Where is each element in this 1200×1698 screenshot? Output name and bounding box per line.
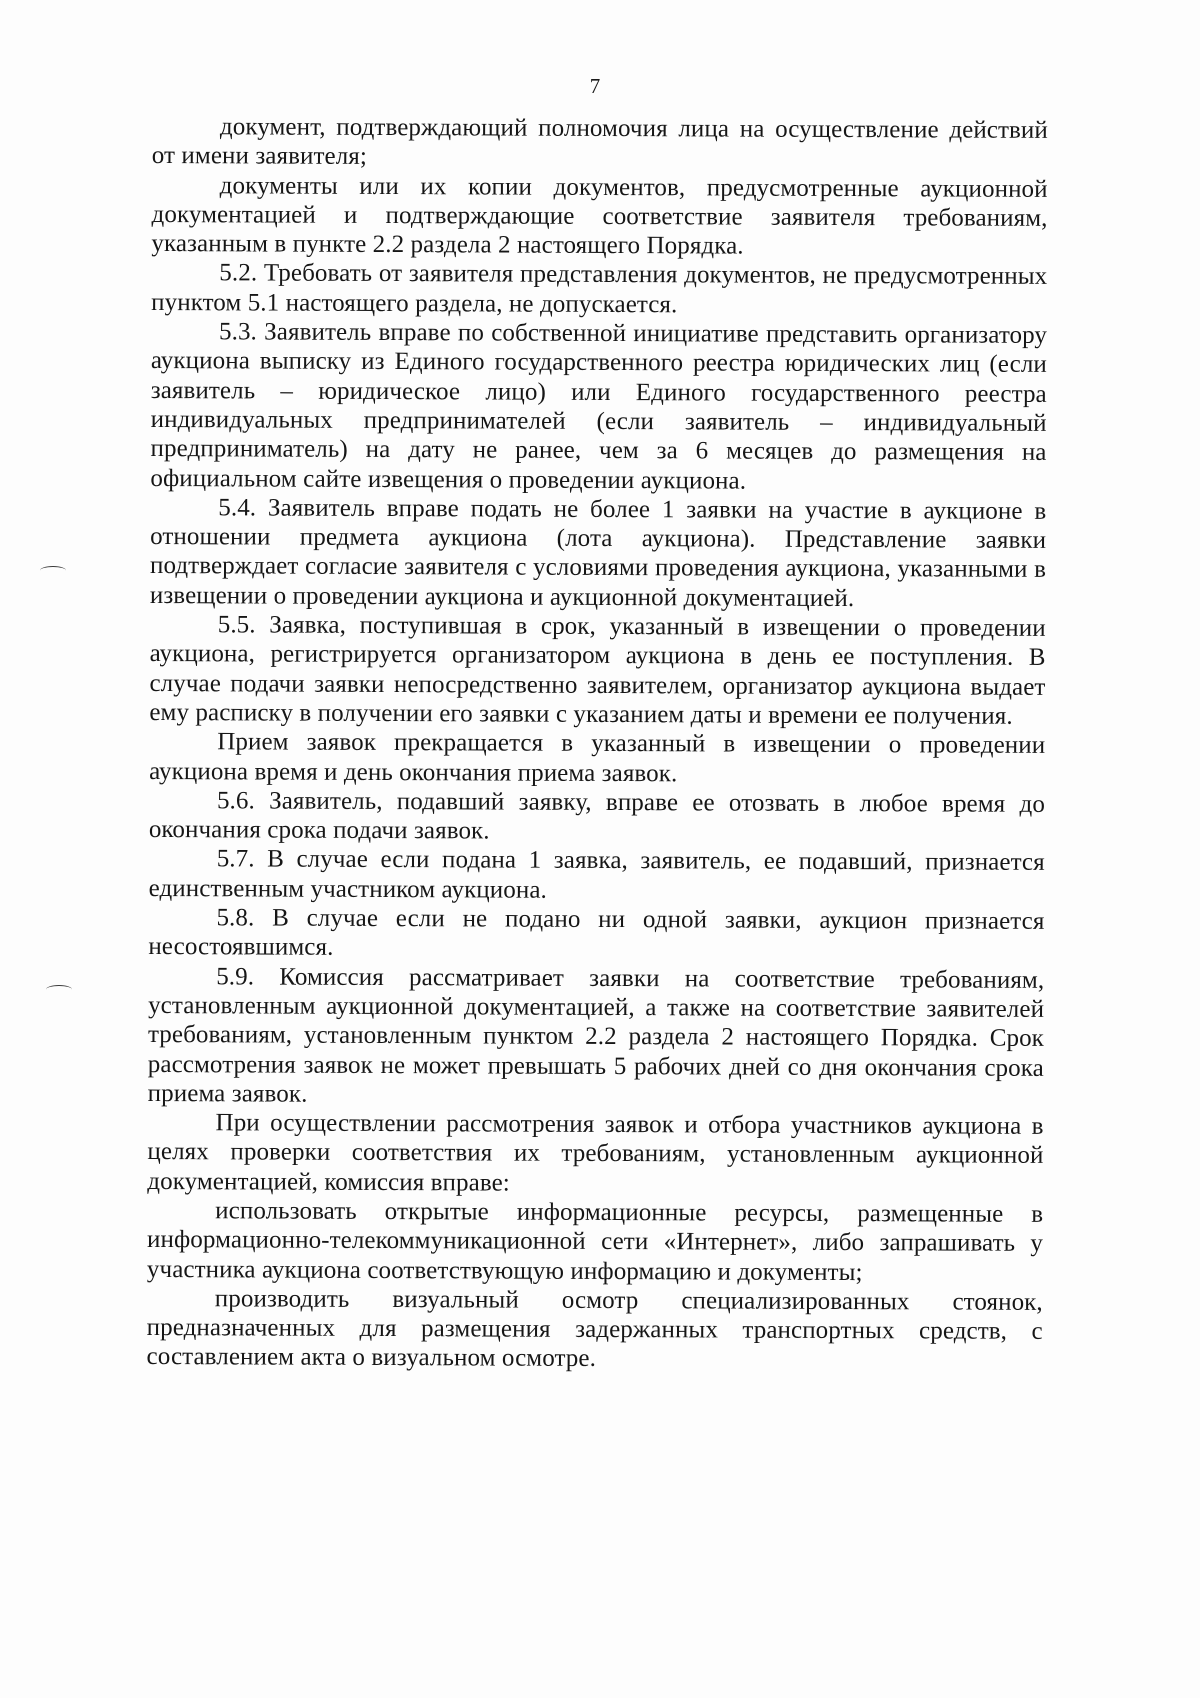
paragraph: 5.3. Заявитель вправе по собственной инициативе представить организатору аукциона выписку из Единого государственного реестра юридических лиц (если заявитель – юридическое лицо) или Единого государственного реестра индивидуальных предпринимателей (если заявитель – индивидуальный предприниматель) на дату не ранее, чем за 6 месяцев до размещения на официальном сайте извещения о проведении аукциона. <box>150 318 1048 495</box>
paragraph: 5.2. Требовать от заявителя представления документов, не предусмотренных пунктом 5.1 настоящего раздела, не допускается. <box>151 259 1048 319</box>
paragraph: 5.4. Заявитель вправе подать не более 1 заявки на участие в аукционе в отношении предмета аукциона (лота аукциона). Представление заявки подтверждает согласие заявителя с условиями проведения аукциона, указанными в извещении о проведении аукциона и аукционной документацией. <box>149 494 1047 612</box>
paragraph: 5.5. Заявка, поступившая в срок, указанный в извещении о проведении аукциона, регистрируется организатором аукциона в день ее поступления. В случае подачи заявки непосредственно заявителем, организатор аукциона выдает ему расписку в получении его заявки с указанием даты и времени ее получения. <box>149 611 1046 730</box>
paragraph: 5.6. Заявитель, подавший заявку, вправе ее отозвать в любое время до окончания срока подачи заявок. <box>148 787 1046 845</box>
paragraph: 5.7. В случае если подана 1 заявка, заявитель, ее подавший, признается единственным участником аукциона. <box>148 845 1045 904</box>
paragraph: При осуществлении рассмотрения заявок и отбора участников аукциона в целях проверки соответствия их требованиям, установленным аукционной документацией, комиссия вправе: <box>147 1109 1044 1197</box>
paragraph: документы или их копии документов, предусмотренные аукционной документацией и подтверждающие соответствие заявителя требованиям, указанным в пункте 2.2 раздела 2 настоящего Порядка. <box>151 171 1048 260</box>
paragraph: документ, подтверждающий полномочия лица на осуществление действий от имени заявителя; <box>151 113 1048 171</box>
page-number: 7 <box>589 74 601 98</box>
margin-mark <box>40 566 66 575</box>
paragraph: Прием заявок прекращается в указанный в извещении о проведении аукциона время и день окончания приема заявок. <box>149 728 1046 787</box>
paragraph: 5.9. Комиссия рассматривает заявки на соответствие требованиям, установленным аукционной документацией, а также на соответствие заявителей требованиям, установленным пунктом 2.2 раздела 2 настоящего Порядка. Срок рассмотрения заявок не может превышать 5 рабочих дней со дня окончания срока приема заявок. <box>147 962 1045 1108</box>
paragraph: производить визуальный осмотр специализированных стоянок, предназначенных для размещения задержанных транспортных средств, с составлением акта о визуальном осмотре. <box>146 1285 1043 1373</box>
document-body <box>147 112 1048 1376</box>
margin-mark <box>46 985 72 994</box>
paragraph: 5.8. В случае если не подано ни одной заявки, аукцион признается несостоявшимся. <box>148 904 1045 962</box>
paragraph: использовать открытые информационные ресурсы, размещенные в информационно-телекоммуникационной сети «Интернет», либо запрашивать у участника аукциона соответствующую информацию и документы; <box>146 1197 1044 1286</box>
